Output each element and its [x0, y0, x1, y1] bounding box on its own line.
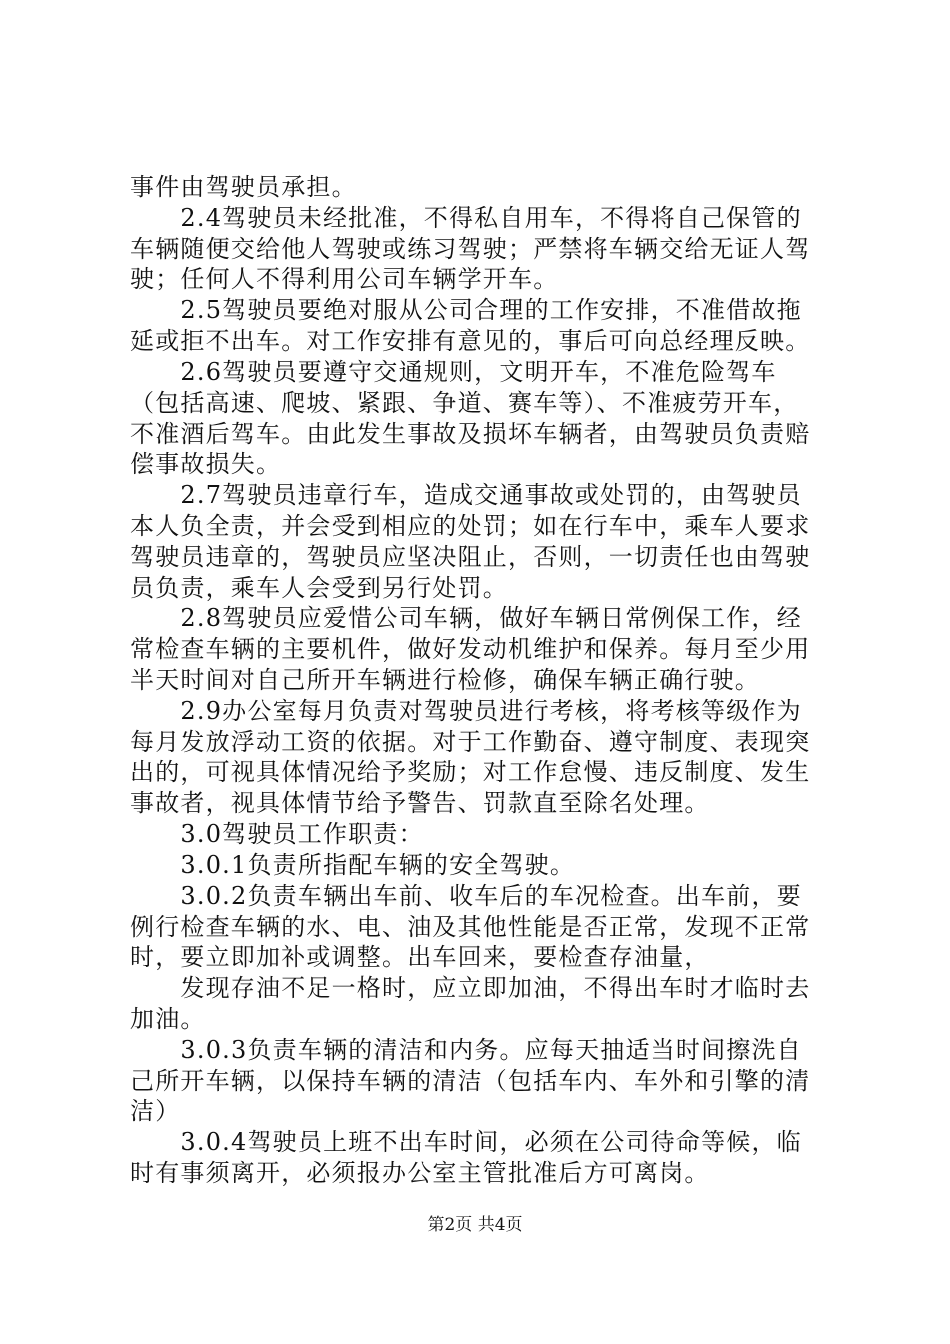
text-line: 车辆随便交给他人驾驶或练习驾驶；严禁将车辆交给无证人驾 — [130, 235, 811, 263]
text-line: 3.0.4驾驶员上班不出车时间，必须在公司待命等候，临 — [130, 1128, 802, 1156]
text-line: 己所开车辆，以保持车辆的清洁（包括车内、车外和引擎的清 — [130, 1067, 811, 1095]
text-line: 发现存油不足一格时，应立即加油，不得出车时才临时去 — [130, 974, 811, 1002]
text-line: 3.0驾驶员工作职责： — [130, 820, 424, 848]
text-line: 事件由驾驶员承担。 — [130, 173, 357, 201]
text-line: 每月发放浮动工资的依据。对于工作勤奋、遵守制度、表现突 — [130, 728, 811, 756]
text-line: 常检查车辆的主要机件，做好发动机维护和保养。每月至少用 — [130, 635, 811, 663]
text-line: 员负责，乘车人会受到另行处罚。 — [130, 574, 508, 602]
text-line: 加油。 — [130, 1005, 206, 1033]
text-line: 偿事故损失。 — [130, 450, 282, 478]
text-line: 2.6驾驶员要遵守交通规则，文明开车，不准危险驾车 — [130, 358, 777, 386]
text-line: 例行检查车辆的水、电、油及其他性能是否正常，发现不正常 — [130, 913, 811, 941]
text-line: 驶；任何人不得利用公司车辆学开车。 — [130, 265, 559, 293]
text-line: 2.7驾驶员违章行车，造成交通事故或处罚的，由驾驶员 — [130, 481, 802, 509]
text-line: 延或拒不出车。对工作安排有意见的，事后可向总经理反映。 — [130, 327, 811, 355]
text-line: 半天时间对自己所开车辆进行检修，确保车辆正确行驶。 — [130, 666, 760, 694]
text-line: 事故者，视具体情节给予警告、罚款直至除名处理。 — [130, 789, 710, 817]
text-line: 出的，可视具体情况给予奖励；对工作怠慢、违反制度、发生 — [130, 758, 811, 786]
text-line: 驾驶员违章的，驾驶员应坚决阻止，否则，一切责任也由驾驶 — [130, 543, 811, 571]
text-line: 2.4驾驶员未经批准，不得私自用车，不得将自己保管的 — [130, 204, 802, 232]
text-line: 时有事须离开，必须报办公室主管批准后方可离岗。 — [130, 1159, 710, 1187]
text-line: 3.0.3负责车辆的清洁和内务。应每天抽适当时间擦洗自 — [130, 1036, 802, 1064]
text-line: 3.0.2负责车辆出车前、收车后的车况检查。出车前，要 — [130, 882, 802, 910]
text-line: 时，要立即加补或调整。出车回来，要检查存油量， — [130, 943, 710, 971]
page-footer: 第2页 共4页 — [427, 1215, 523, 1235]
text-line: 不准酒后驾车。由此发生事故及损坏车辆者，由驾驶员负责赔 — [130, 420, 811, 448]
text-line: 2.8驾驶员应爱惜公司车辆，做好车辆日常例保工作，经 — [130, 604, 802, 632]
text-line: 2.5驾驶员要绝对服从公司合理的工作安排，不准借故拖 — [130, 296, 802, 324]
text-line: 3.0.1负责所指配车辆的安全驾驶。 — [130, 851, 576, 879]
text-line: （包括高速、爬坡、紧跟、争道、赛车等）、不准疲劳开车， — [130, 389, 799, 417]
text-line: 洁） — [130, 1097, 181, 1125]
text-line: 本人负全责，并会受到相应的处罚；如在行车中，乘车人要求 — [130, 512, 811, 540]
text-line: 2.9办公室每月负责对驾驶员进行考核，将考核等级作为 — [130, 697, 802, 725]
